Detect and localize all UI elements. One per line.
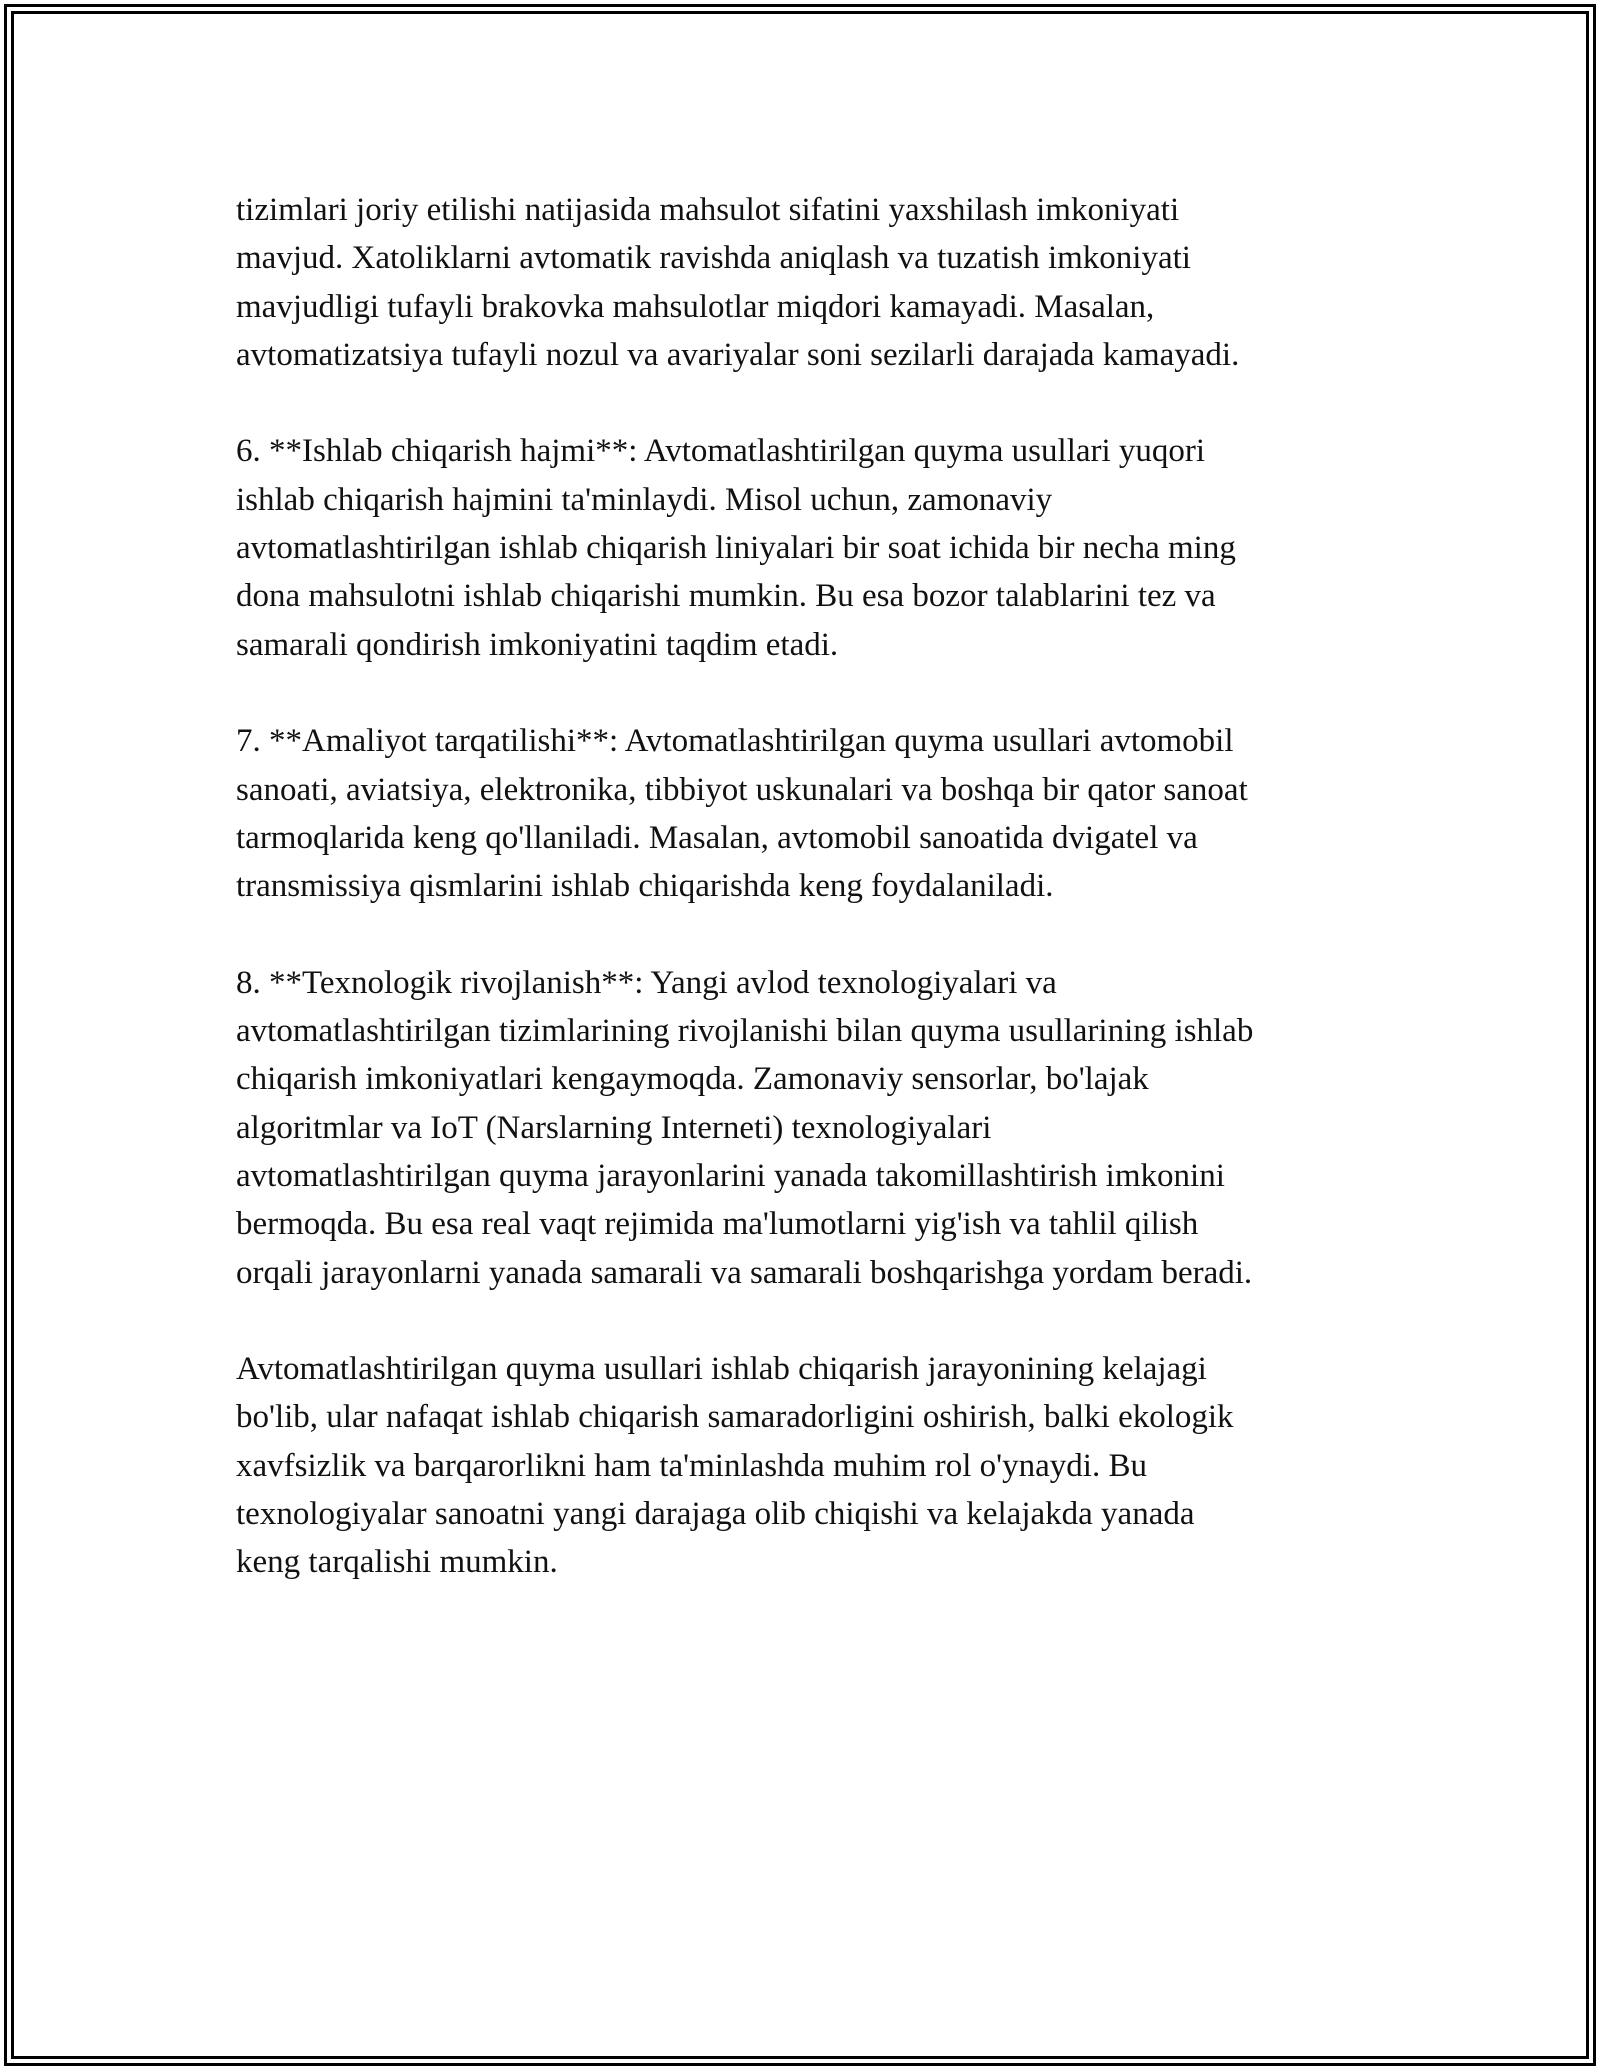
text-line: samarali qondirish imkoniyatini taqdim etadi.: [236, 626, 839, 663]
paragraph-technological-development: [236, 959, 1386, 1297]
text-line: mavjud. Xatoliklarni avtomatik ravishda aniqlash va tuzatish imkoniyati: [236, 240, 1191, 277]
text-line: avtomatizatsiya tufayli nozul va avariyalar soni sezilarli darajada kamayadi.: [236, 336, 1240, 373]
text-line: xavfsizlik va barqarorlikni ham ta'minlashda muhim rol o'ynaydi. Bu: [236, 1447, 1147, 1484]
text-line: sanoati, aviatsiya, elektronika, tibbiyot uskunalari va boshqa bir qator sanoat: [236, 771, 1248, 808]
text-line: transmissiya qismlarini ishlab chiqarishda keng foydalaniladi.: [236, 868, 1054, 905]
paragraph-quality: [236, 186, 1386, 379]
text-line: bermoqda. Bu esa real vaqt rejimida ma'lumotlarni yig'ish va tahlil qilish: [236, 1206, 1199, 1243]
text-line: 8. **Texnologik rivojlanish**: Yangi avlod texnologiyalari va: [236, 964, 1057, 1001]
text-line: avtomatlashtirilgan ishlab chiqarish liniyalari bir soat ichida bir necha ming: [236, 530, 1236, 567]
text-line: algoritmlar va IoT (Narslarning Interneti) texnologiyalari: [236, 1109, 992, 1146]
text-line: texnologiyalar sanoatni yangi darajaga olib chiqishi va kelajakda yanada: [236, 1496, 1195, 1533]
text-line: bo'lib, ular nafaqat ishlab chiqarish samaradorligini oshirish, balki ekologik: [236, 1399, 1234, 1436]
text-line: chiqarish imkoniyatlari kengaymoqda. Zamonaviy sensorlar, bo'lajak: [236, 1061, 1149, 1098]
text-line: ishlab chiqarish hajmini ta'minlaydi. Misol uchun, zamonaviy: [236, 481, 1053, 518]
text-line: orqali jarayonlarni yanada samarali va samarali boshqarishga yordam beradi.: [236, 1254, 1253, 1291]
paragraph-production-volume: [236, 427, 1386, 668]
text-line: mavjudligi tufayli brakovka mahsulotlar miqdori kamayadi. Masalan,: [236, 288, 1155, 325]
text-line: avtomatlashtirilgan tizimlarining rivojlanishi bilan quyma usullarining ishlab: [236, 1013, 1254, 1050]
text-line: avtomatlashtirilgan quyma jarayonlarini yanada takomillashtirish imkonini: [236, 1157, 1225, 1194]
paragraph-application-spread: [236, 717, 1386, 910]
document-body: [236, 186, 1386, 1635]
paragraph-conclusion: [236, 1345, 1386, 1586]
text-line: 6. **Ishlab chiqarish hajmi**: Avtomatlashtirilgan quyma usullari yuqori: [236, 433, 1206, 470]
text-line: 7. **Amaliyot tarqatilishi**: Avtomatlashtirilgan quyma usullari avtomobil: [236, 723, 1234, 760]
text-line: Avtomatlashtirilgan quyma usullari ishlab chiqarish jarayonining kelajagi: [236, 1351, 1207, 1388]
text-line: tizimlari joriy etilishi natijasida mahsulot sifatini yaxshilash imkoniyati: [236, 192, 1180, 228]
text-line: tarmoqlarida keng qo'llaniladi. Masalan, avtomobil sanoatida dvigatel va: [236, 819, 1198, 856]
text-line: dona mahsulotni ishlab chiqarishi mumkin. Bu esa bozor talablarini tez va: [236, 578, 1216, 615]
text-line: keng tarqalishi mumkin.: [236, 1544, 558, 1581]
